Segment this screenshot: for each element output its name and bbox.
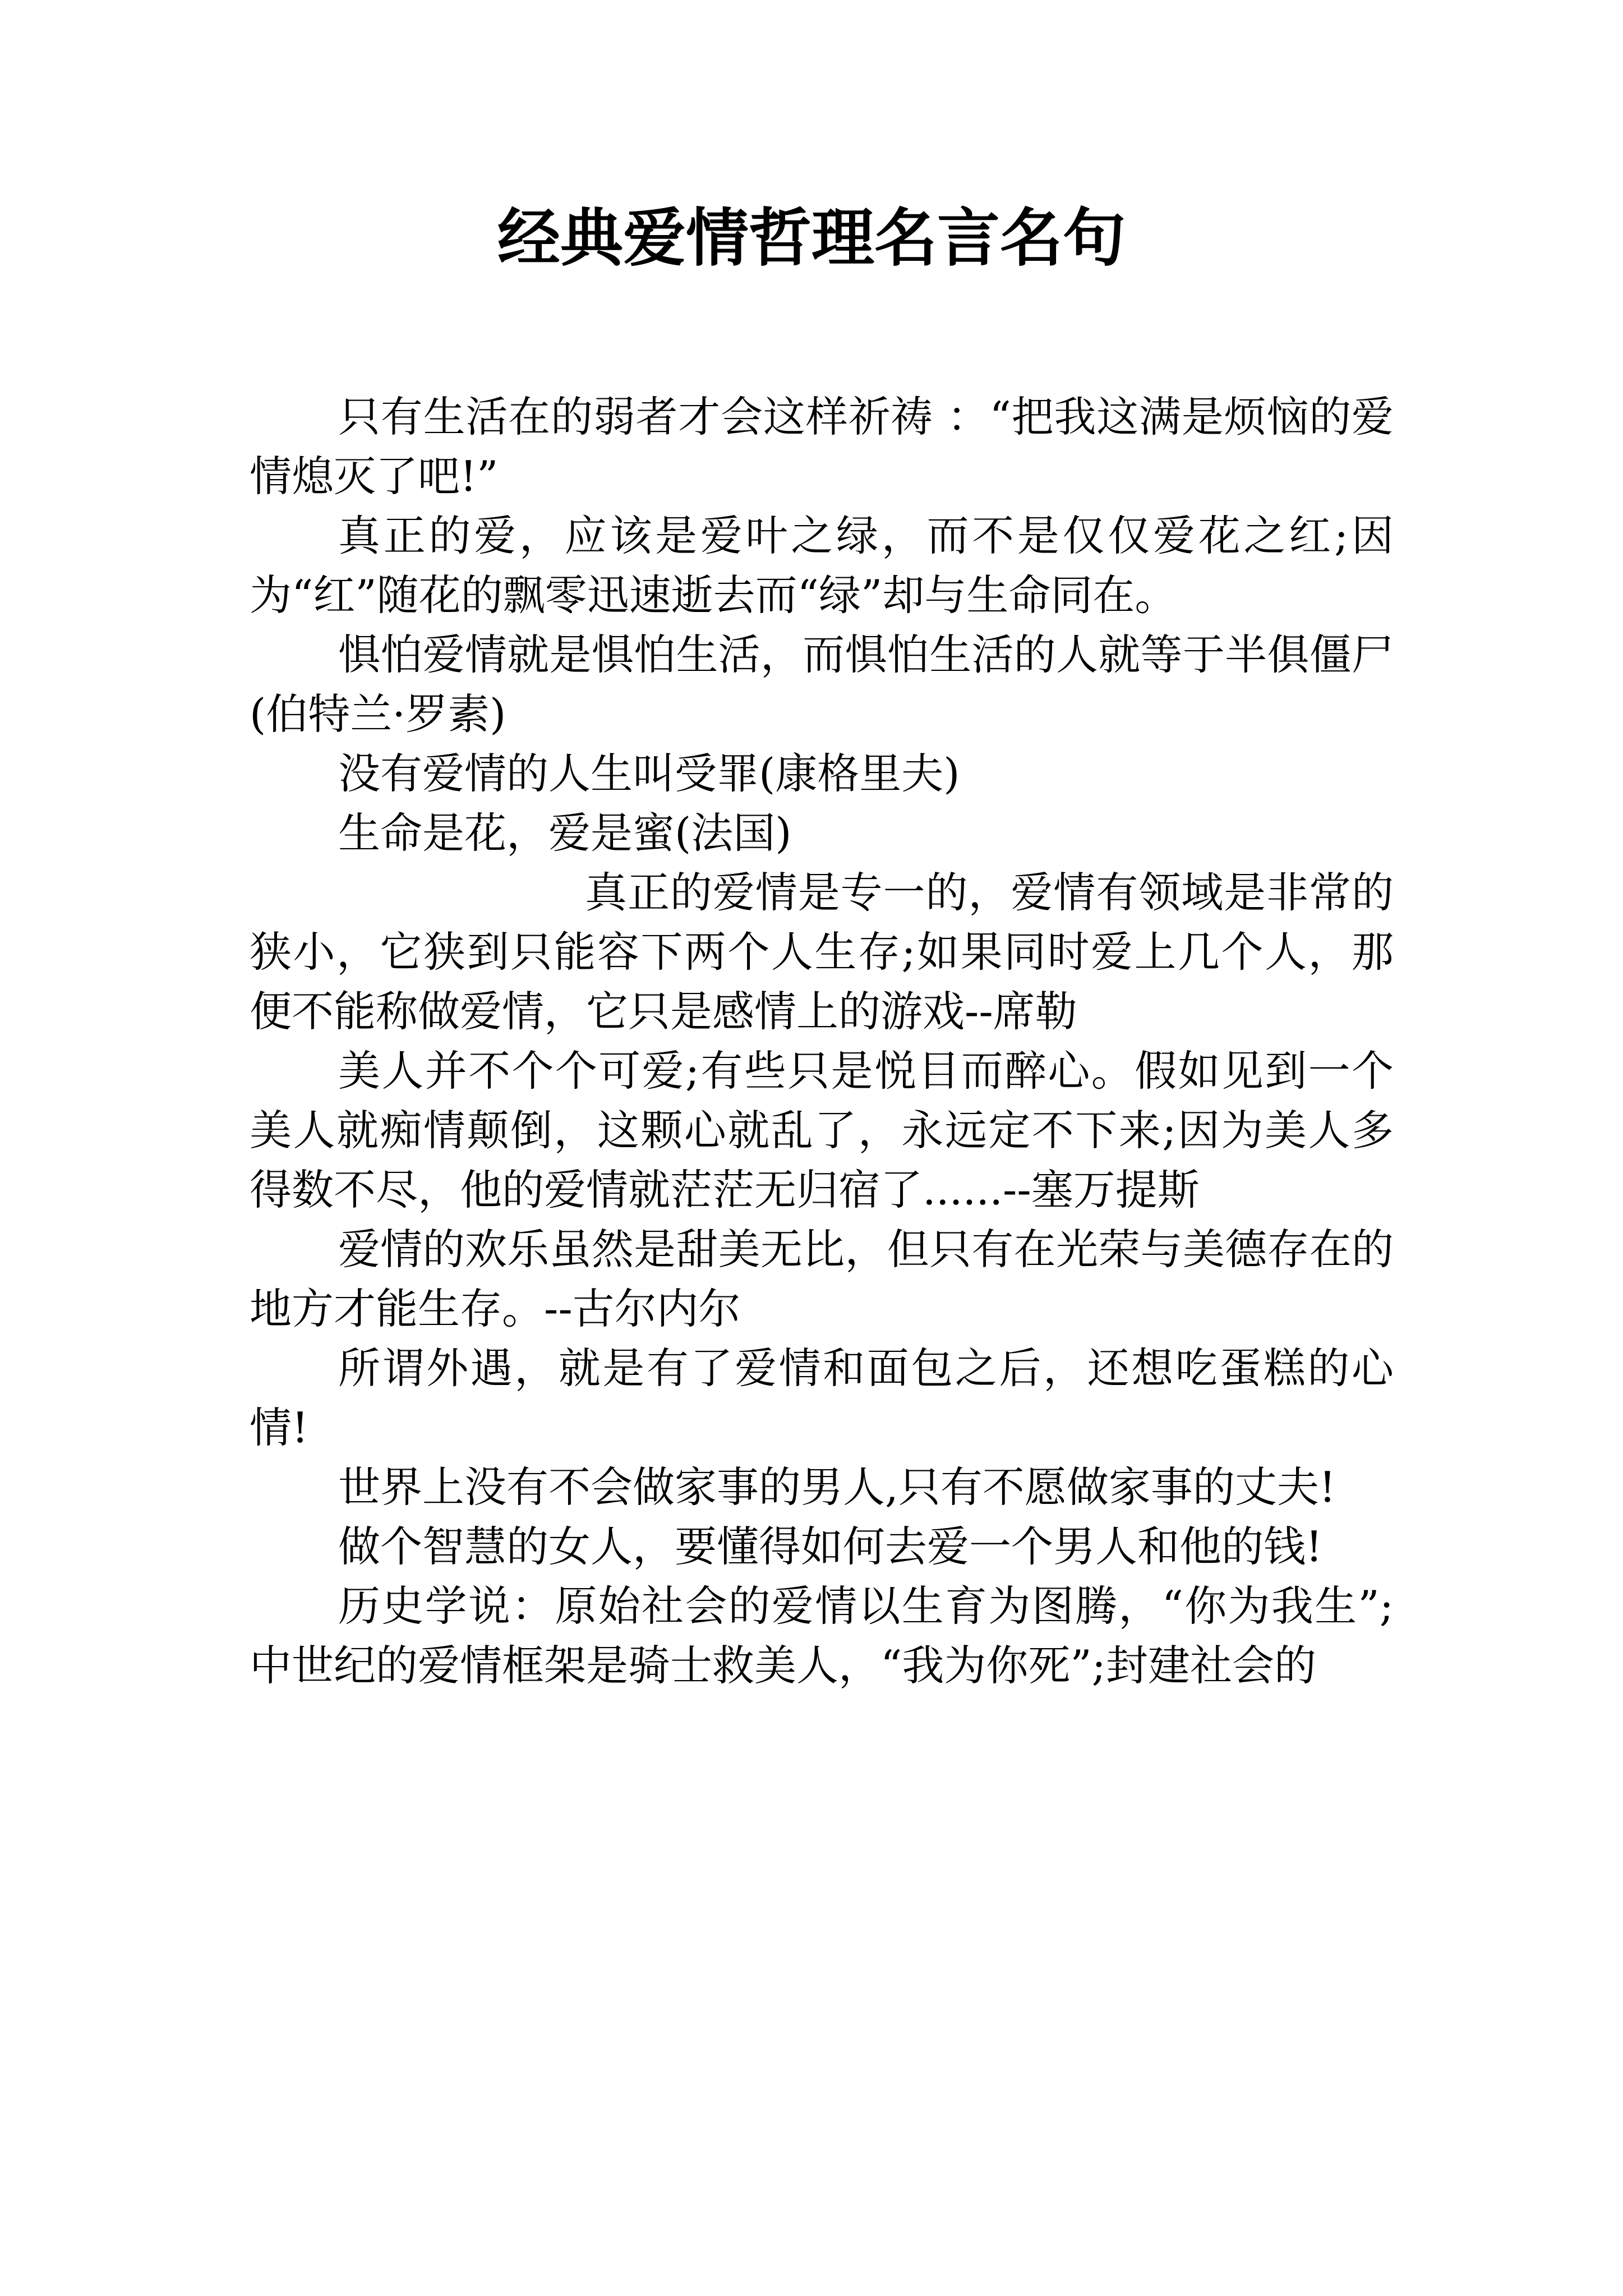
paragraph: 只有生活在的弱者才会这样祈祷 ：“把我这满是烦恼的爱情熄灭了吧!”	[250, 392, 1394, 501]
paragraph: 美人并不个个可爱;有些只是悦目而醉心。假如见到一个美人就痴情颠倒，这颗心就乱了，永远定不下来;因为美人多得数不尽，他的爱情就茫茫无归宿了......--塞万提斯	[250, 1046, 1394, 1214]
paragraph: 爱情的欢乐虽然是甜美无比，但只有在光荣与美德存在的地方才能生存。--古尔内尔	[250, 1225, 1394, 1333]
paragraph: 没有爱情的人生叫受罪(康格里夫)	[338, 749, 960, 798]
paragraph: 所谓外遇，就是有了爱情和面包之后，还想吃蛋糕的心情!	[250, 1343, 1394, 1452]
paragraph: 惧怕爱情就是惧怕生活，而惧怕生活的人就等于半俱僵尸(伯特兰·罗素)	[250, 630, 1394, 739]
paragraph: 真正的爱情是专一的，爱情有领域是非常的狭小，它狭到只能容下两个人生存;如果同时爱上几个人，那便不能称做爱情，它只是感情上的游戏--席勒	[250, 868, 1394, 1036]
paragraph: 历史学说：原始社会的爱情以生育为图腾，“你为我生”;中世纪的爱情框架是骑士救美人，“我为你死”;封建社会的	[250, 1581, 1394, 1690]
paragraph: 做个智慧的女人，要懂得如何去爱一个男人和他的钱!	[338, 1522, 1323, 1571]
paragraph: 世界上没有不会做家事的男人,只有不愿做家事的丈夫!	[338, 1462, 1336, 1512]
paragraph: 真正的爱，应该是爱叶之绿，而不是仅仅爱花之红;因为“红”随花的飘零迅速逝去而“绿”却与生命同在。	[250, 511, 1394, 620]
paragraph: 生命是花，爱是蜜(法国)	[338, 808, 792, 858]
document-title: 经典爱情哲理名言名句	[497, 201, 1126, 275]
document-body	[250, 387, 1394, 1695]
